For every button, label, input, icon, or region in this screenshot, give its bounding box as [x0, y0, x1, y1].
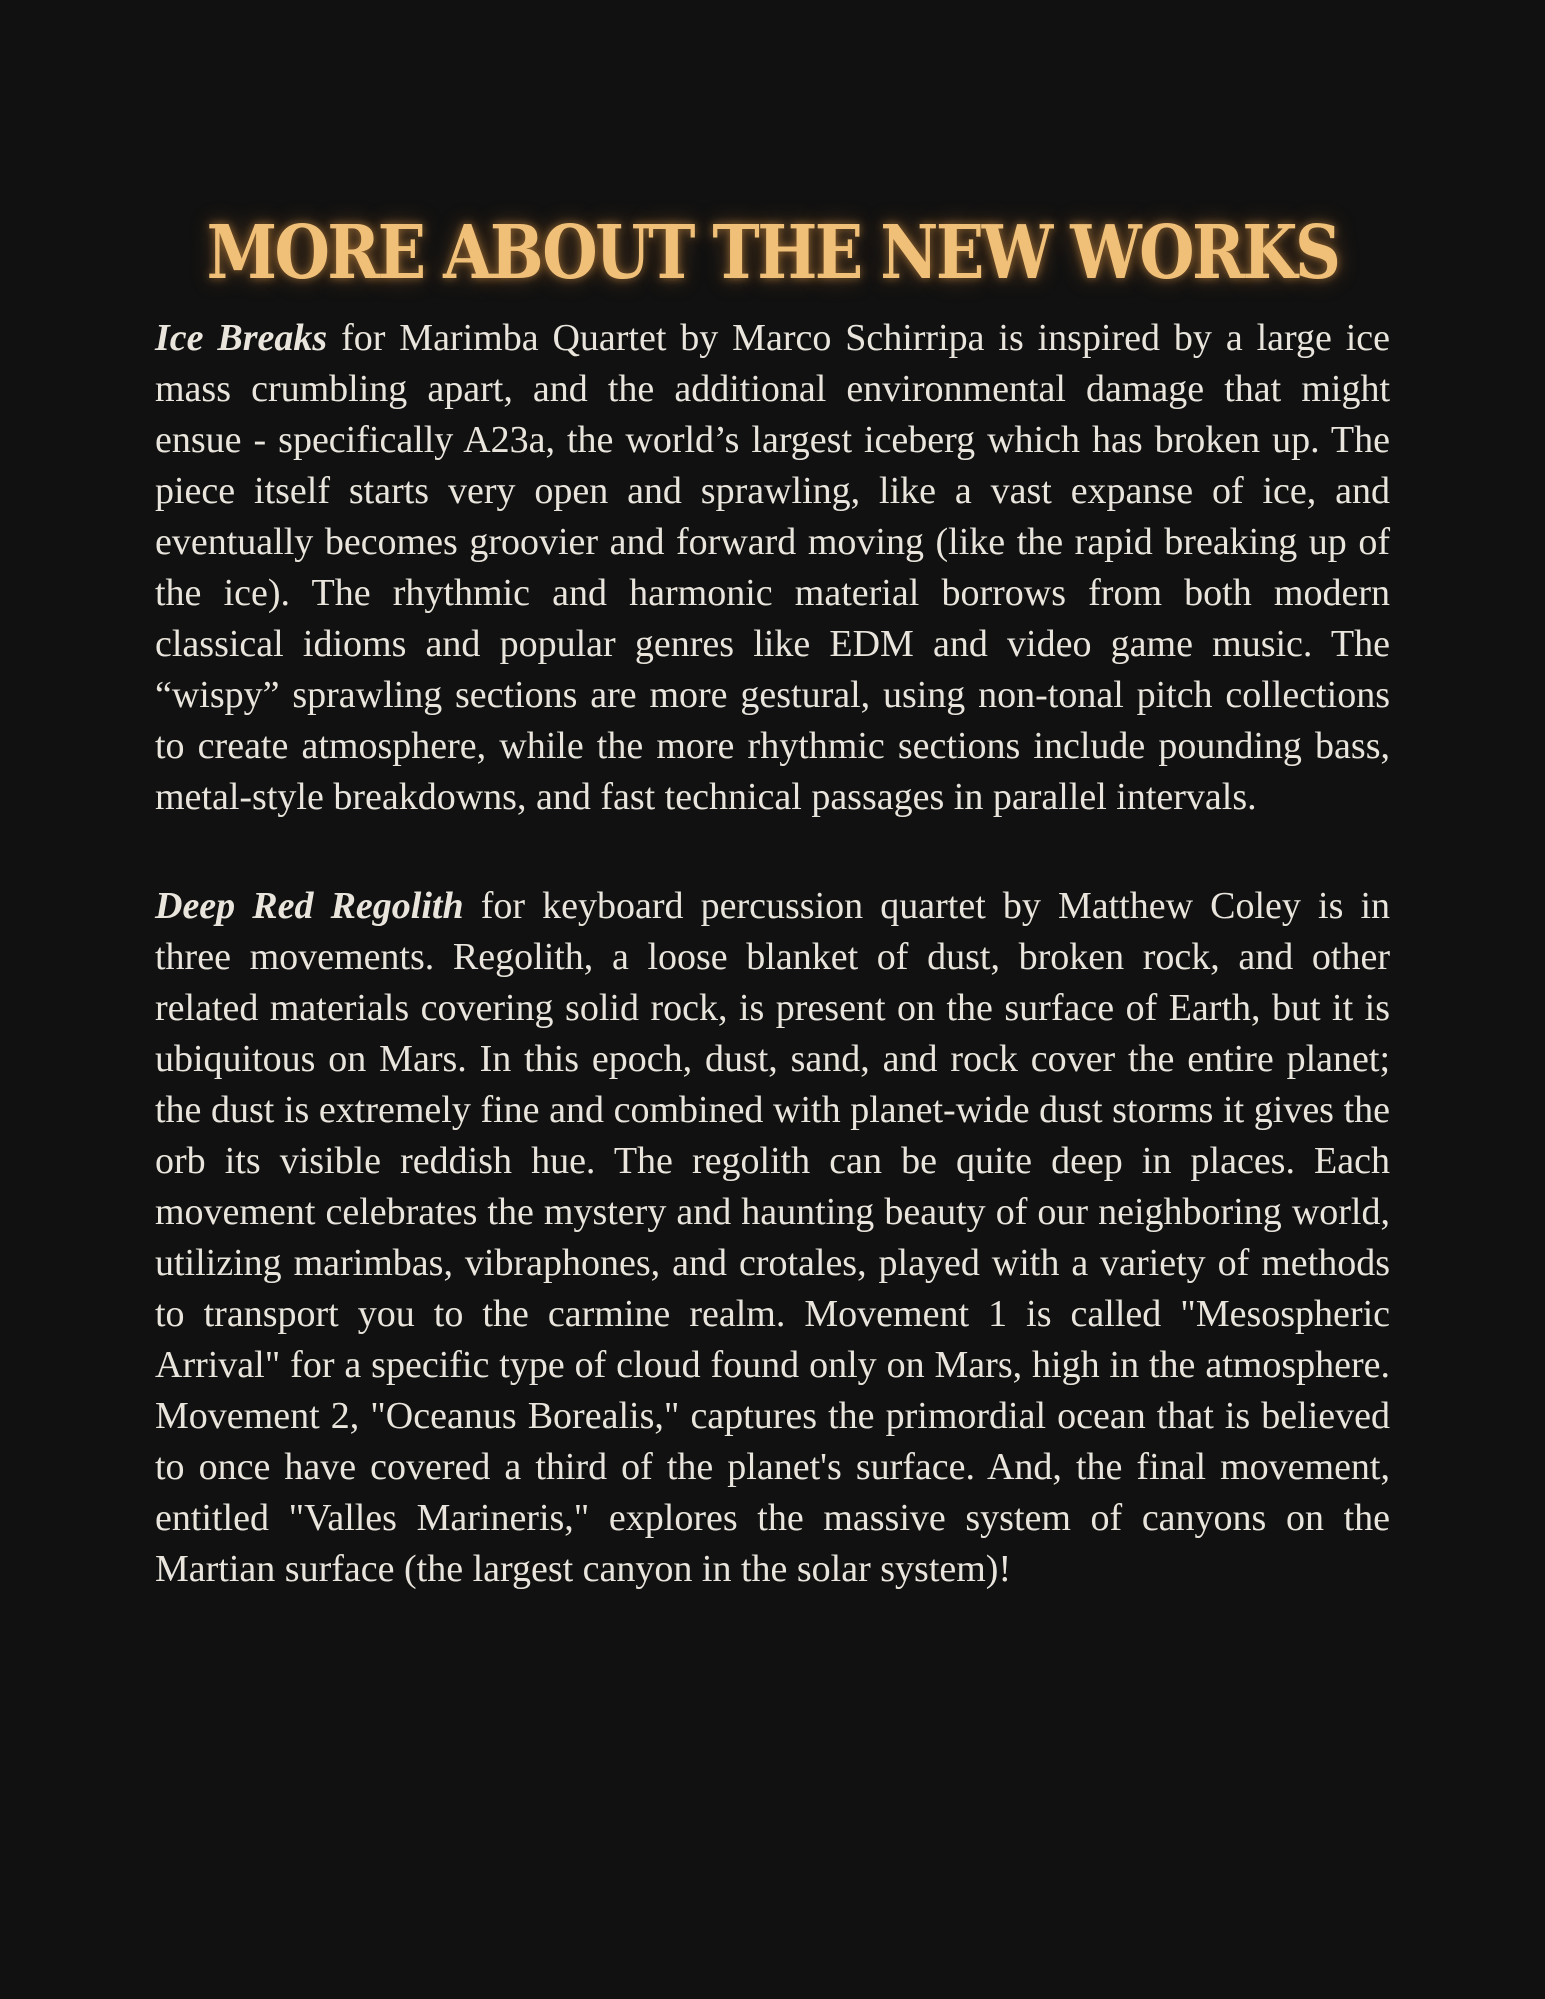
work-text-ice-breaks: for Marimba Quartet by Marco Schirripa is inspired by a large ice mass crumbling apart, and the additional environmental damage that might ensue - specifically A23a, the world’s largest iceberg which has broken up. The piece itself starts very open and sprawling, like a vast expanse of ice, and eventually becomes groovier and forward moving (like the rapid breaking up of the ice). The rhythmic and harmonic material borrows from both modern classical idioms and popular genres like EDM and video game music. The “wispy” sprawling sections are more gestural, using non-tonal pitch collections to create atmosphere, while the more rhythmic sections include pounding bass, metal-style breakdowns, and fast technical passages in parallel intervals. — [155, 317, 1390, 818]
works-content — [155, 313, 1390, 1595]
page-heading: MORE ABOUT THE NEW WORKS — [206, 209, 1339, 296]
work-text-deep-red-regolith: for keyboard percussion quartet by Matthew Coley is in three movements. Regolith, a loose blanket of dust, broken rock, and other related materials covering solid rock, is present on the surface of Earth, but it is ubiquitous on Mars. In this epoch, dust, sand, and rock cover the entire planet; the dust is extremely fine and combined with planet-wide dust storms it gives the orb its visible reddish hue. The regolith can be quite deep in places. Each movement celebrates the mystery and haunting beauty of our neighboring world, utilizing marimbas, vibraphones, and crotales, played with a variety of methods to transport you to the carmine realm. Movement 1 is called "Mesospheric Arrival" for a specific type of cloud found only on Mars, high in the atmosphere. Movement 2, "Oceanus Borealis," captures the primordial ocean that is believed to once have covered a third of the planet's surface. And, the final movement, entitled "Valles Marineris," explores the massive system of canyons on the Martian surface (the largest canyon in the solar system)! — [155, 885, 1391, 1590]
work-description-deep-red-regolith — [155, 881, 1390, 1595]
work-title-ice-breaks: Ice Breaks — [155, 317, 328, 359]
work-description-ice-breaks — [155, 313, 1390, 823]
work-title-deep-red-regolith: Deep Red Regolith — [155, 885, 464, 927]
